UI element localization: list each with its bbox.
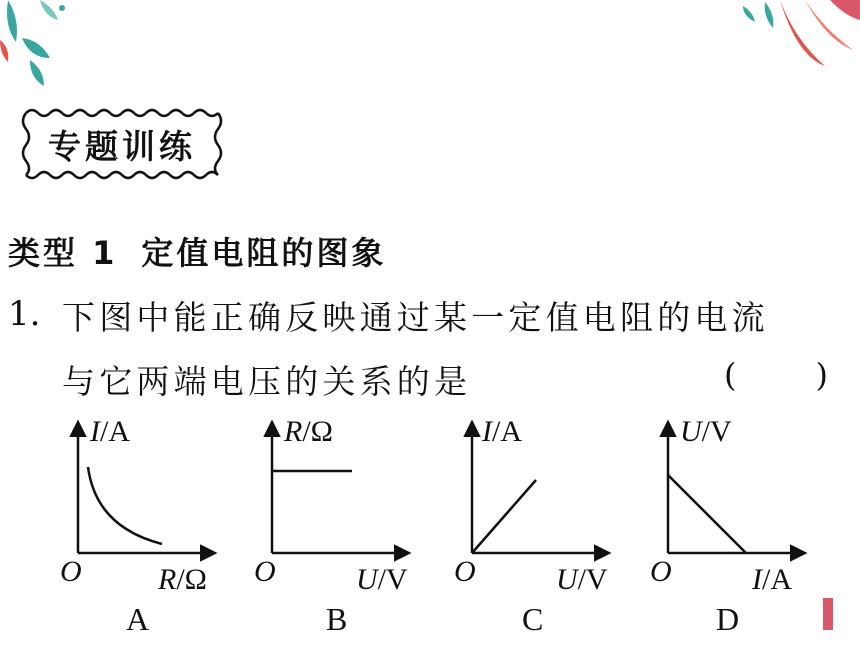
origin-label: O [254,555,276,588]
x-axis-label: U/V [356,563,408,596]
type-label: 类型 1 [8,234,118,272]
paren-close: ) [815,356,828,394]
graph-option-d[interactable] [648,415,818,635]
floral-decoration-top-left [0,0,80,90]
page-marker [823,598,833,630]
y-axis-label: I/A [482,415,522,448]
section-heading [8,228,386,272]
choice-label-d: D [716,601,740,637]
topic-badge [18,103,226,185]
graph-option-c[interactable] [452,415,622,635]
question-text-line2: 与它两端电压的关系的是 [62,362,472,401]
type-title: 定值电阻的图象 [141,234,387,272]
badge-title: 专题训练 [48,126,196,166]
proportional-line [472,480,536,553]
paren-open: ( [724,356,737,394]
y-axis-label: U/V [680,415,732,448]
graph-option-b[interactable] [252,415,422,635]
origin-label: O [60,555,82,588]
y-axis-label: I/A [90,415,130,448]
question-number: 1. [8,294,41,334]
x-axis-label: I/A [752,563,792,596]
decreasing-line [668,475,746,553]
graph-option-a[interactable] [58,415,228,635]
choice-label-b: B [326,601,348,637]
question-text-line1: 下图中能正确反映通过某一定值电阻的电流 [62,298,769,337]
choice-label-c: C [522,601,544,637]
floral-decoration-top-right [735,0,860,70]
origin-label: O [454,555,476,588]
origin-label: O [650,555,672,588]
answer-parentheses[interactable] [724,356,828,400]
y-axis-label: R/Ω [284,415,333,448]
curve-inverse [88,467,162,544]
choice-label-a: A [126,601,150,637]
x-axis-label: U/V [556,563,608,596]
x-axis-label: R/Ω [158,563,207,596]
